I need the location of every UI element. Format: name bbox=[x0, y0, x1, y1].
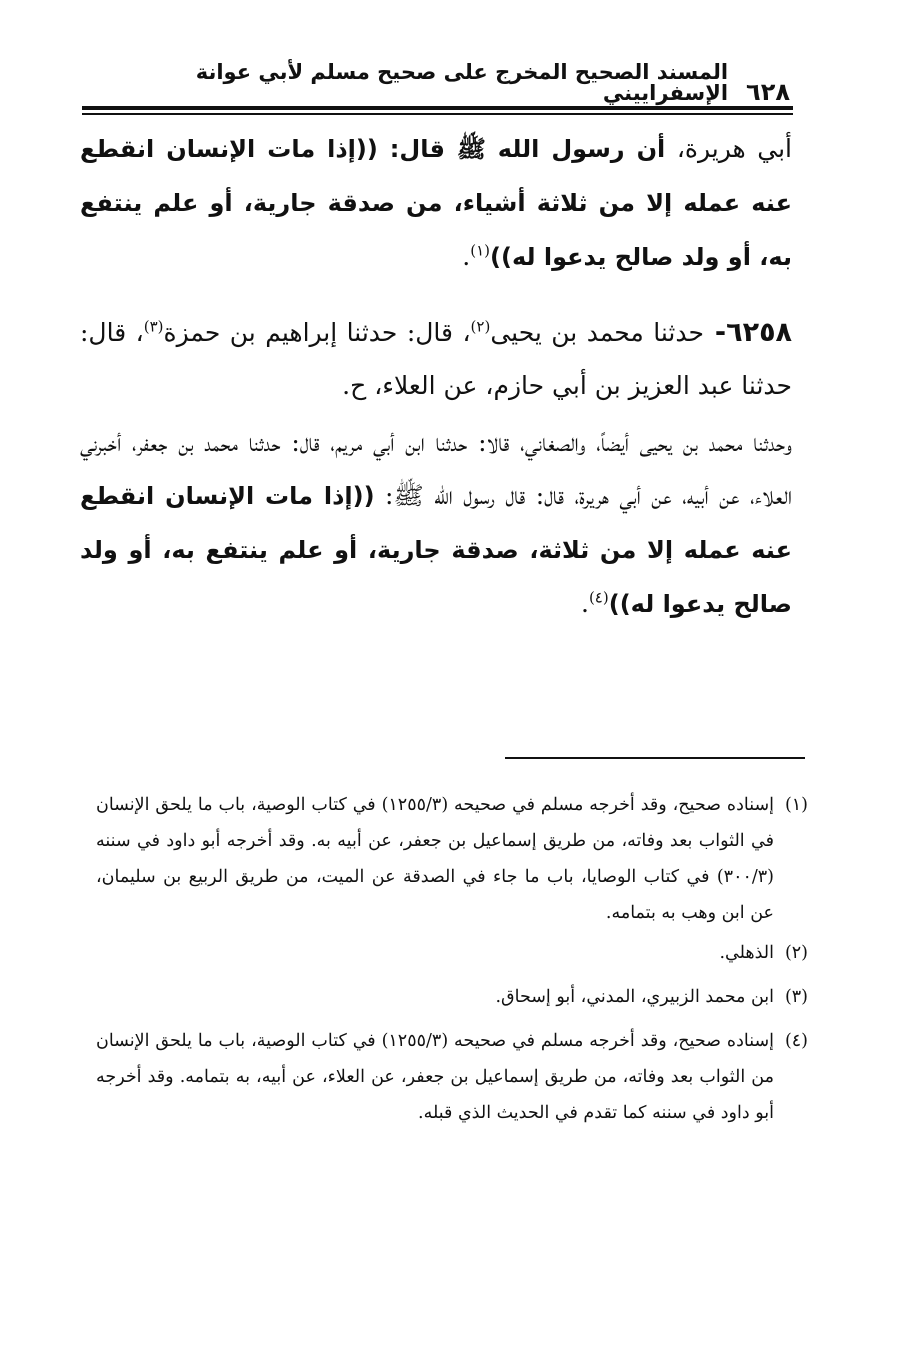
footnote-text: إسناده صحيح، وقد أخرجه مسلم في صحيحه (١٢٥٥/٣) في كتاب الوصية، باب ما يلحق الإنسان في الثواب بعد وفاته، من طريق إسماعيل بن جعفر، عن أبيه به. وقد أخرجه أبو داود في سننه (٣٠٠/٣) في كتاب الوصايا، باب ما جاء في الصدقة عن الميت، من طريق الربيع بن سليمان، عن ابن وهب به بتمامه. bbox=[96, 795, 774, 923]
footnote-marker: (٤) bbox=[784, 1031, 808, 1051]
main-text bbox=[80, 122, 792, 631]
page-number: ٦٢٨ bbox=[746, 78, 790, 106]
footnote-3 bbox=[96, 979, 808, 1015]
intro-plain: أبي هريرة، bbox=[665, 134, 793, 163]
intro-paragraph bbox=[80, 122, 792, 284]
footnote-ref-1: (١) bbox=[470, 241, 491, 260]
footnote-marker: (٢) bbox=[784, 943, 808, 963]
footnote-marker: (١) bbox=[784, 795, 808, 815]
isnad-part-c: ، قال: حدثنا عبد العزيز بن أبي حازم، عن العلاء، ح. bbox=[80, 318, 792, 400]
footnote-4 bbox=[96, 1023, 808, 1131]
footnote-separator bbox=[505, 757, 805, 759]
intro-hadith-quote: أن رسول الله ﷺ قال: ((إذا مات الإنسان انقطع عنه عمله إلا من ثلاثة أشياء، من صدقة جارية، أو علم ينتفع به، أو ولد صالح يدعوا له)) bbox=[80, 135, 792, 271]
intro-end: . bbox=[462, 242, 471, 271]
footnote-ref-4: (٤) bbox=[588, 588, 609, 607]
matn-end: . bbox=[580, 589, 589, 618]
header-rule-thick bbox=[82, 106, 793, 110]
hadith-number: ٦٢٥٨ bbox=[726, 317, 793, 348]
footnote-text: إسناده صحيح، وقد أخرجه مسلم في صحيحه (١٢٥٥/٣) في كتاب الوصية، باب ما يلحق الإنسان من الثواب بعد وفاته، من طريق إسماعيل بن جعفر، عن العلاء، عن أبيه، به بتمامه. وقد أخرجه أبو داود في سننه كما تقدم في الحديث الذي قبله. bbox=[96, 1031, 774, 1123]
isnad-part-b: ، قال: حدثنا إبراهيم بن حمزة bbox=[163, 318, 471, 347]
hadith-dash: - bbox=[703, 317, 727, 348]
running-title: المسند الصحيح المخرج على صحيح مسلم لأبي عوانة الإسفراييني bbox=[195, 60, 729, 105]
footnote-1 bbox=[96, 787, 808, 931]
isnad-part-a: حدثنا محمد بن يحيى bbox=[490, 318, 704, 347]
footnote-2 bbox=[96, 935, 808, 971]
hadith-matn-quote: ((إذا مات الإنسان انقطع عنه عمله إلا من ثلاثة، صدقة جارية، أو علم ينتفع به، أو ولد صالح يدعوا له)) bbox=[80, 482, 792, 618]
footnote-ref-3: (٣) bbox=[143, 317, 164, 336]
footnotes-section bbox=[96, 787, 808, 1135]
footnote-text: الذهلي. bbox=[719, 943, 774, 963]
page-header bbox=[100, 62, 790, 104]
footnote-text: ابن محمد الزبيري، المدني، أبو إسحاق. bbox=[495, 987, 774, 1007]
footnote-marker: (٣) bbox=[784, 987, 808, 1007]
footnote-ref-2: (٢) bbox=[470, 317, 491, 336]
isnad-second: وحدثنا محمد بن يحيى أيضاً، والصغاني، قالا: حدثنا ابن أبي مريم، قال: حدثنا محمد بن جعفر، أخبرني العلاء، عن أبيه، عن أبي هريرة، قال: قال رسول الله ﷺ: bbox=[80, 428, 792, 510]
hadith-paragraph-1 bbox=[80, 306, 792, 412]
header-rule-thin bbox=[82, 113, 793, 115]
hadith-paragraph-2 bbox=[80, 416, 792, 631]
